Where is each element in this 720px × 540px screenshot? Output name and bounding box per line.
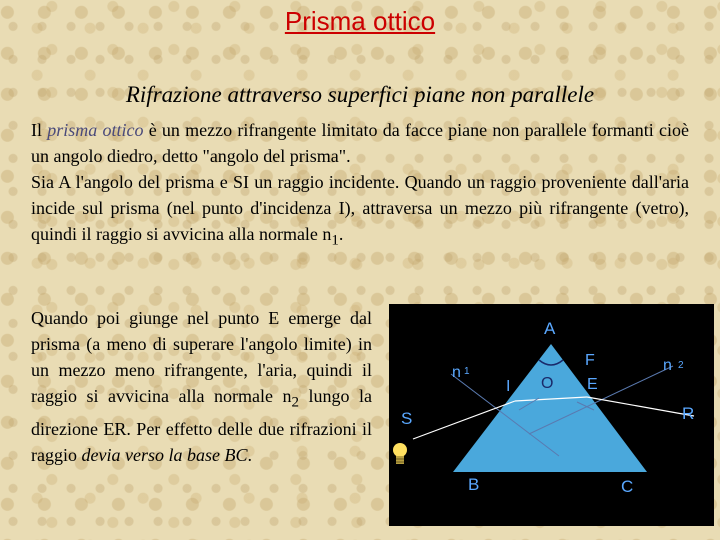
label-F: F	[585, 352, 595, 369]
intro-text-incidence: Sia A l'angolo del prisma e SI un raggio incidente. Quando un raggio proveniente dall'aria incide sul prisma (nel punto d'incidenza I), attraversa un mezzo più rifrangente (vetro), quindi il raggio si avvicina alla normale n	[31, 172, 689, 244]
label-C: C	[621, 477, 634, 496]
normal-n1-subscript: 1	[331, 232, 339, 249]
page-title: Prisma ottico	[284, 6, 436, 36]
prism-diagram	[389, 304, 714, 526]
subtitle: Rifrazione attraverso superfici piane non parallele	[125, 82, 595, 107]
emergence-text-end: .	[247, 444, 252, 465]
label-I: I	[506, 378, 511, 395]
label-E: E	[587, 376, 598, 393]
intro-text-definition: è un mezzo rifrangente limitato da facce piane non parallele formanti cioè un angolo diedro, detto "angolo del prisma".	[31, 120, 689, 166]
normal-n2-subscript: 2	[291, 394, 299, 411]
prism-diagram-svg	[389, 304, 714, 526]
label-B: B	[468, 475, 480, 494]
intro-text-start: Il	[31, 120, 48, 140]
label-O: O	[541, 375, 554, 392]
emergence-text-middle: lungo la direzione ER. Per effetto delle due rifrazioni il raggio	[31, 386, 372, 465]
label-S: S	[401, 409, 413, 428]
label-n2-subscript: 2	[678, 360, 684, 371]
intro-text-end: .	[338, 224, 344, 244]
label-n1: n	[452, 364, 461, 381]
label-R: R	[682, 404, 695, 423]
intro-paragraph	[31, 117, 689, 254]
term-prisma-ottico: prisma ottico	[47, 120, 144, 140]
label-A: A	[544, 319, 556, 338]
label-n1-subscript: 1	[464, 366, 470, 377]
emergence-paragraph	[31, 305, 372, 468]
deviation-phrase: devia verso la base BC	[81, 444, 248, 465]
label-n2: n	[663, 357, 672, 374]
emergence-text-start: Quando poi giunge nel punto E emerge dal prisma (a meno di superare l'angolo limite) in un mezzo meno rifrangente, l'aria, quindi il raggio si avvicina alla normale n	[31, 308, 372, 406]
